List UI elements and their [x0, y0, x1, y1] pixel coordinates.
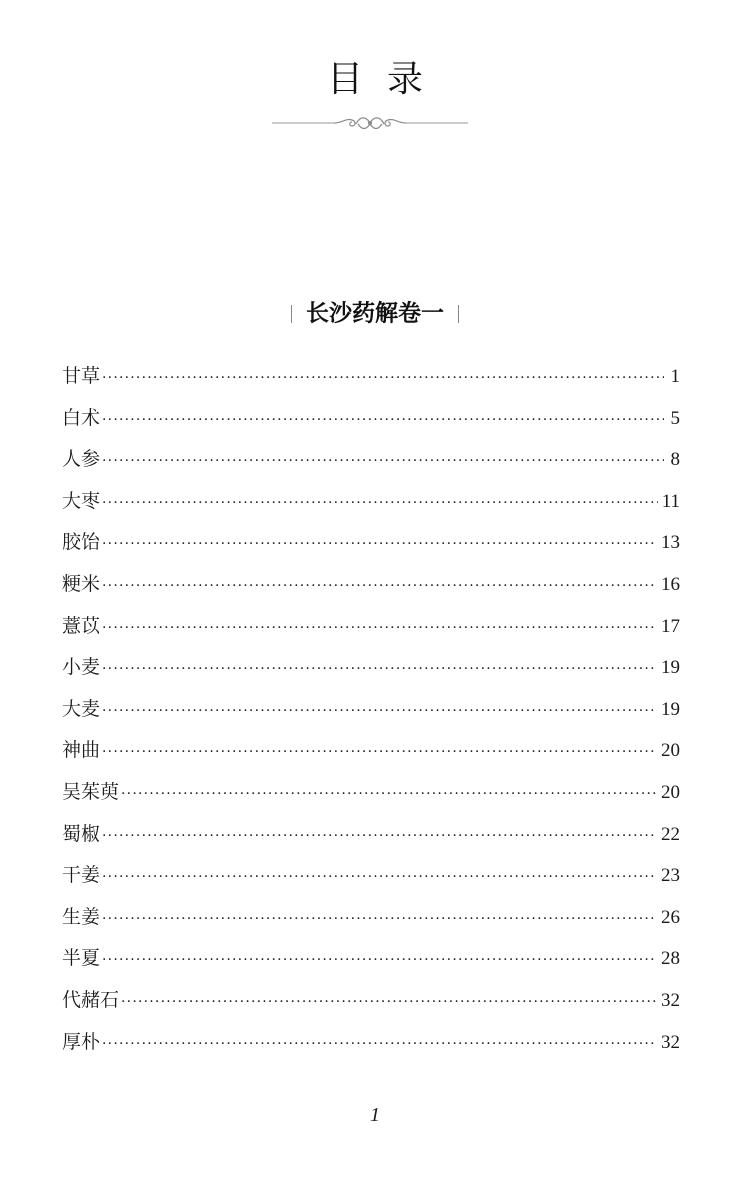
page-title: 目录: [326, 59, 447, 100]
toc-dot-leader: [102, 1024, 657, 1066]
toc-entry-page-number: 19: [661, 698, 680, 720]
toc-entry-title: 神曲: [62, 739, 101, 762]
toc-entry-title: 半夏: [62, 947, 101, 970]
toc-dot-leader: [102, 400, 664, 442]
toc-entry[interactable]: [62, 855, 680, 897]
toc-dot-leader: [102, 524, 657, 566]
toc-dot-leader: [102, 732, 657, 774]
toc-entry[interactable]: [62, 938, 680, 980]
toc-entry[interactable]: [62, 564, 680, 606]
toc-entry-title: 干姜: [62, 864, 101, 887]
toc-entry-title: 大麦: [62, 697, 101, 720]
section-heading-text: 长沙药解卷一: [306, 299, 444, 327]
heading-left-bar: [291, 305, 292, 323]
toc-entry[interactable]: [62, 730, 680, 772]
toc-entry[interactable]: [62, 897, 680, 939]
toc-dot-leader: [102, 940, 657, 982]
toc-entry[interactable]: [62, 980, 680, 1022]
toc-entry-page-number: 16: [661, 573, 680, 595]
toc-entry-title: 大枣: [62, 489, 101, 512]
toc-entry[interactable]: [62, 1022, 680, 1064]
toc-dot-leader: [102, 441, 664, 483]
toc-entry-title: 人参: [62, 448, 101, 471]
toc-entry-page-number: 28: [661, 948, 680, 970]
toc-entry-title: 薏苡: [62, 614, 101, 637]
toc-entry[interactable]: [62, 481, 680, 523]
page-number: 1: [370, 1104, 380, 1126]
toc-dot-leader: [102, 358, 664, 400]
toc-dot-leader: [102, 899, 657, 941]
toc-dot-leader: [121, 982, 657, 1024]
toc-entry-page-number: 19: [661, 657, 680, 679]
toc-entry-title: 甘草: [62, 365, 101, 387]
toc-entry-title: 吴茱萸: [62, 780, 120, 803]
toc-entry-page-number: 1: [670, 366, 680, 387]
toc-entry-page-number: 13: [661, 532, 680, 554]
decorative-divider-ornament: [272, 112, 468, 134]
toc-entry[interactable]: [62, 814, 680, 856]
toc-dot-leader: [102, 857, 657, 899]
toc-entry-page-number: 22: [661, 823, 680, 845]
toc-entry-page-number: 32: [661, 989, 680, 1011]
toc-entry-page-number: 17: [661, 615, 680, 637]
toc-entry[interactable]: [62, 606, 680, 648]
toc-dot-leader: [102, 649, 657, 691]
toc-entry-title: 小麦: [62, 656, 101, 679]
toc-entry-title: 生姜: [62, 905, 101, 928]
toc-dot-leader: [102, 566, 657, 608]
toc-entry[interactable]: [62, 356, 680, 398]
toc-entry-page-number: 11: [661, 490, 680, 512]
toc-entry-page-number: 23: [661, 865, 680, 887]
toc-entry[interactable]: [62, 647, 680, 689]
toc-entry[interactable]: [62, 439, 680, 481]
toc-entry-page-number: 32: [661, 1031, 680, 1053]
toc-entry-title: 蜀椒: [62, 822, 101, 845]
toc-entry-title: 粳米: [62, 572, 101, 595]
toc-entry[interactable]: [62, 398, 680, 440]
toc-entry-title: 代赭石: [62, 988, 120, 1011]
toc-entry-title: 白术: [62, 406, 101, 429]
toc-entry[interactable]: [62, 689, 680, 731]
toc-entry-page-number: 5: [670, 407, 680, 429]
toc-entry-title: 胶饴: [62, 531, 101, 554]
toc-entry-page-number: 20: [661, 781, 680, 803]
toc-dot-leader: [102, 816, 657, 858]
table-of-contents: [62, 356, 680, 1063]
toc-dot-leader: [102, 691, 657, 733]
toc-dot-leader: [121, 774, 657, 816]
toc-entry-page-number: 20: [661, 740, 680, 762]
heading-right-bar: [458, 305, 459, 323]
toc-entry[interactable]: [62, 522, 680, 564]
toc-entry[interactable]: [62, 772, 680, 814]
toc-entry-title: 厚朴: [62, 1030, 101, 1053]
toc-entry-page-number: 26: [661, 906, 680, 928]
toc-entry-page-number: 8: [670, 449, 680, 471]
toc-dot-leader: [102, 483, 658, 525]
toc-dot-leader: [102, 608, 657, 650]
section-heading: [0, 296, 750, 331]
